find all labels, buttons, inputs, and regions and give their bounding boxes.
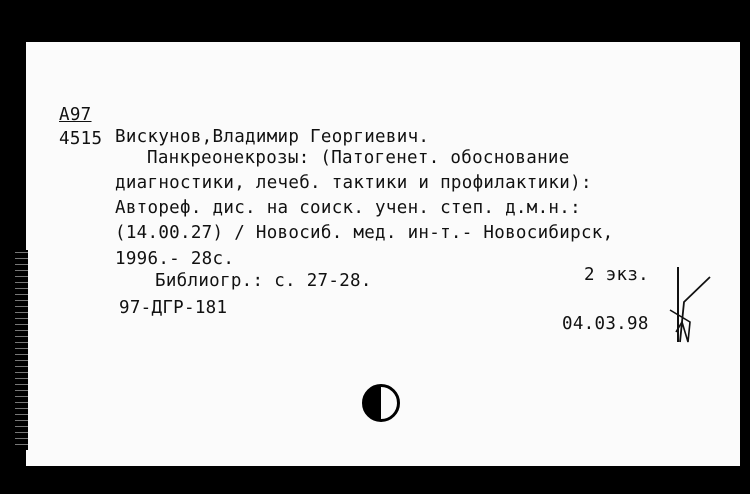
scan-border-right: [740, 0, 750, 494]
author-heading: Вискунов,Владимир Георгиевич.: [115, 127, 430, 147]
copies-count: 2 экз.: [584, 265, 650, 285]
scan-border-bottom: [0, 466, 750, 494]
title-line-4: (14.00.27) / Новосиб. мед. ин-т.- Новосибирск,: [115, 223, 614, 243]
date-stamp: 04.03.98: [562, 314, 649, 334]
handwritten-mark: [650, 262, 720, 357]
title-line-5: 1996.- 28с.: [115, 249, 235, 269]
shelf-mark: А97: [59, 105, 92, 125]
accession-number: 97-ДГР-181: [119, 298, 228, 318]
author-mark: 4515: [59, 129, 103, 149]
punch-hole: [362, 384, 400, 422]
title-line-3: Автореф. дис. на соиск. учен. степ. д.м.н.:: [115, 198, 581, 218]
title-line-1: Панкреонекрозы: (Патогенет. обоснование: [147, 148, 570, 168]
bibliography-note: Библиогр.: с. 27-28.: [155, 271, 372, 291]
scan-artifact-left: [15, 250, 28, 450]
title-line-2: диагностики, лечеб. тактики и профилактики):: [115, 173, 592, 193]
